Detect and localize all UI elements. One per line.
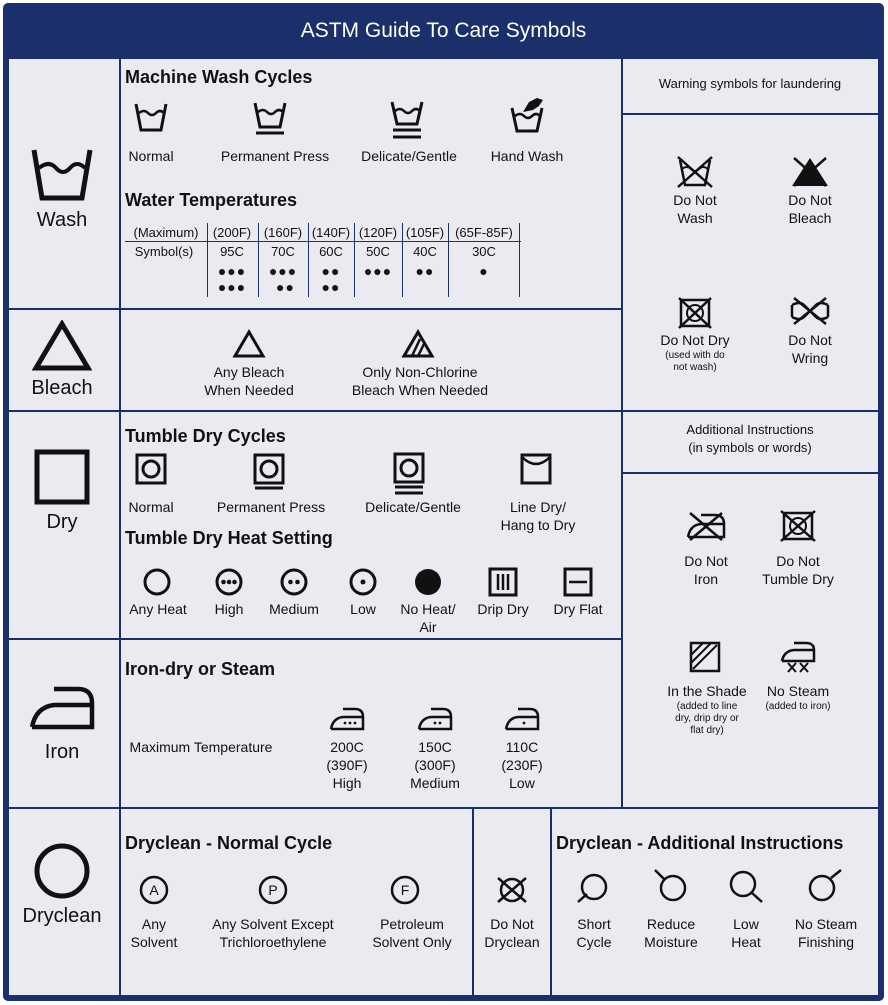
heat-setting-heading: Tumble Dry Heat Setting — [125, 528, 333, 548]
drip-dry-label: Drip Dry — [477, 601, 529, 617]
iron-medium-label: 150C (300F) Medium — [410, 739, 460, 791]
temp-table-col — [308, 223, 309, 297]
do-not-wash-icon — [675, 155, 715, 189]
medium-heat-label: Medium — [269, 601, 319, 617]
any-bleach-icon — [232, 329, 266, 359]
dry-permanent-press-label: Permanent Press — [216, 499, 326, 515]
non-chlorine-bleach-label: Only Non-Chlorine Bleach When Needed — [351, 364, 489, 398]
temp-c: 60C — [319, 244, 343, 259]
do-not-dry-icon — [677, 297, 713, 329]
dryclean-additional-heading: Dryclean - Additional Instructions — [556, 833, 844, 853]
bleach-icon — [32, 320, 92, 372]
iron-high-label: 200C (390F) High — [326, 739, 368, 791]
dry-normal-icon — [135, 453, 167, 485]
temp-c: 40C — [413, 244, 437, 259]
do-not-dryclean-icon — [495, 875, 529, 905]
no-steam-label: No Steam — [766, 683, 830, 699]
do-not-bleach-icon — [788, 155, 832, 189]
no-steam-icon — [778, 641, 818, 673]
temp-dots-icon: ● — [479, 263, 489, 279]
category-bleach: Bleach — [31, 377, 93, 399]
dry-flat-icon — [563, 567, 593, 597]
any-solvent-icon — [138, 874, 170, 906]
temp-table-col — [258, 223, 259, 297]
divider — [472, 807, 474, 995]
drip-dry-icon — [488, 567, 518, 597]
non-chlorine-bleach-icon — [401, 329, 435, 359]
temp-table-col — [448, 223, 449, 297]
in-the-shade-icon — [689, 641, 721, 673]
hand-wash-icon — [509, 96, 547, 134]
do-not-wring-label: Do Not Wring — [788, 332, 832, 366]
do-not-wash-label: Do Not Wash — [673, 192, 717, 226]
dryclean-icon — [33, 842, 91, 900]
in-the-shade-label: In the Shade — [667, 683, 747, 699]
short-cycle-label: Short Cycle — [576, 916, 612, 950]
divider — [621, 59, 623, 807]
temp-row-label-symbols: Symbol(s) — [134, 244, 194, 259]
category-dry: Dry — [46, 511, 78, 533]
do-not-tumble-dry-label: Do Not Tumble Dry — [762, 553, 834, 587]
low-heat-icon — [348, 567, 378, 597]
solvent-except-tce-icon — [257, 874, 289, 906]
no-heat-icon — [413, 567, 443, 597]
iron-medium-icon — [417, 706, 453, 732]
wash-normal-icon — [133, 101, 169, 133]
category-iron: Iron — [44, 741, 80, 763]
wash-delicate-label: Delicate/Gentle — [361, 148, 457, 164]
temp-c: 95C — [220, 244, 244, 259]
medium-heat-icon — [279, 567, 309, 597]
reduce-moisture-icon — [653, 868, 689, 904]
divider — [621, 410, 878, 412]
petroleum-solvent-label: Petroleum Solvent Only — [372, 916, 452, 950]
low-heat-dryclean-label: Low Heat — [731, 916, 761, 950]
temp-f: (160F) — [263, 225, 303, 240]
temp-dots-icon: ●● — [415, 263, 435, 279]
any-solvent-label: Any Solvent — [130, 916, 178, 950]
water-temps-heading: Water Temperatures — [125, 190, 298, 210]
iron-icon — [28, 683, 96, 731]
solvent-except-tce-label: Any Solvent Except Trichloroethylene — [212, 916, 334, 950]
dry-icon — [34, 449, 90, 505]
low-heat-dryclean-icon — [728, 868, 764, 904]
divider — [550, 807, 552, 995]
temp-table-col — [207, 223, 208, 297]
category-wash: Wash — [36, 209, 88, 231]
do-not-iron-icon — [684, 511, 728, 541]
divider — [119, 59, 121, 995]
iron-low-label: 110C (230F) Low — [501, 739, 543, 791]
temp-dots-icon: ●●● — [363, 263, 393, 279]
line-dry-label: Line Dry/ Hang to Dry — [500, 499, 576, 533]
low-heat-label: Low — [350, 601, 376, 617]
divider — [621, 113, 878, 115]
divider — [9, 308, 621, 310]
temp-f: (120F) — [358, 225, 398, 240]
wash-icon — [30, 146, 94, 202]
divider — [621, 472, 878, 474]
do-not-tumble-dry-icon — [779, 510, 817, 542]
temp-row-label-max: (Maximum) — [133, 225, 199, 240]
wash-permanent-press-label: Permanent Press — [220, 148, 330, 164]
temp-table-col — [402, 223, 403, 297]
dry-flat-label: Dry Flat — [553, 601, 603, 617]
temp-c: 50C — [366, 244, 390, 259]
solvent-letter: F — [400, 882, 410, 898]
solvent-letter: A — [149, 882, 159, 898]
temp-f: (105F) — [405, 225, 445, 240]
any-heat-icon — [142, 567, 172, 597]
dry-delicate-label: Delicate/Gentle — [365, 499, 461, 515]
in-the-shade-note: (added to line dry, drip dry or flat dry) — [675, 701, 739, 736]
chart-frame — [3, 3, 884, 1001]
dryclean-normal-heading: Dryclean - Normal Cycle — [125, 833, 333, 853]
do-not-wring-icon — [788, 297, 832, 325]
max-temperature-label: Maximum Temperature — [129, 739, 273, 755]
wash-normal-label: Normal — [128, 148, 174, 164]
temp-c: 30C — [472, 244, 496, 259]
wash-permanent-press-icon — [252, 100, 288, 138]
any-heat-label: Any Heat — [129, 601, 187, 617]
iron-high-icon — [329, 706, 365, 732]
symbol-table — [9, 59, 878, 995]
do-not-dry-label: Do Not Dry — [660, 332, 730, 348]
do-not-iron-label: Do Not Iron — [684, 553, 728, 587]
iron-low-icon — [504, 706, 540, 732]
wash-cycles-heading: Machine Wash Cycles — [125, 67, 313, 87]
no-steam-finishing-icon — [807, 868, 843, 904]
petroleum-solvent-icon — [389, 874, 421, 906]
temp-table-col — [519, 223, 520, 297]
divider — [9, 410, 621, 412]
no-heat-label: No Heat/ Air — [400, 601, 456, 635]
temp-table-rule — [125, 241, 521, 242]
temp-c: 70C — [271, 244, 295, 259]
no-steam-note: (added to iron) — [765, 701, 831, 712]
hand-wash-label: Hand Wash — [490, 148, 564, 164]
line-dry-icon — [520, 453, 552, 485]
dry-normal-label: Normal — [128, 499, 174, 515]
wash-delicate-icon — [389, 99, 425, 141]
iron-heading: Iron-dry or Steam — [125, 659, 276, 679]
any-bleach-label: Any Bleach When Needed — [204, 364, 294, 398]
additional-heading: Additional Instructions (in symbols or words) — [686, 422, 814, 455]
high-heat-label: High — [214, 601, 244, 617]
reduce-moisture-label: Reduce Moisture — [644, 916, 698, 950]
temp-dots-icon: ●● ●● — [321, 263, 341, 295]
warnings-heading: Warning symbols for laundering — [658, 76, 842, 91]
temp-dots-icon: ●●● ●●● — [217, 263, 247, 295]
category-dryclean: Dryclean — [22, 905, 102, 927]
temp-f: (65F-85F) — [455, 225, 513, 240]
do-not-dry-note: (used with do not wash) — [665, 350, 725, 373]
temp-dots-icon: ●●● ●● — [268, 263, 298, 295]
do-not-dryclean-label: Do Not Dryclean — [484, 916, 540, 950]
solvent-letter: P — [268, 882, 278, 898]
divider — [9, 807, 878, 809]
page-title: ASTM Guide To Care Symbols — [300, 19, 587, 42]
divider — [9, 638, 621, 640]
short-cycle-icon — [575, 868, 611, 904]
tumble-dry-cycles-heading: Tumble Dry Cycles — [125, 426, 286, 446]
high-heat-icon — [214, 567, 244, 597]
temp-f: (140F) — [311, 225, 351, 240]
dry-permanent-press-icon — [253, 453, 285, 491]
no-steam-finishing-label: No Steam Finishing — [794, 916, 858, 950]
do-not-bleach-label: Do Not Bleach — [788, 192, 832, 226]
temp-f: (200F) — [212, 225, 252, 240]
temp-table-col — [354, 223, 355, 297]
dry-delicate-icon — [393, 452, 425, 496]
